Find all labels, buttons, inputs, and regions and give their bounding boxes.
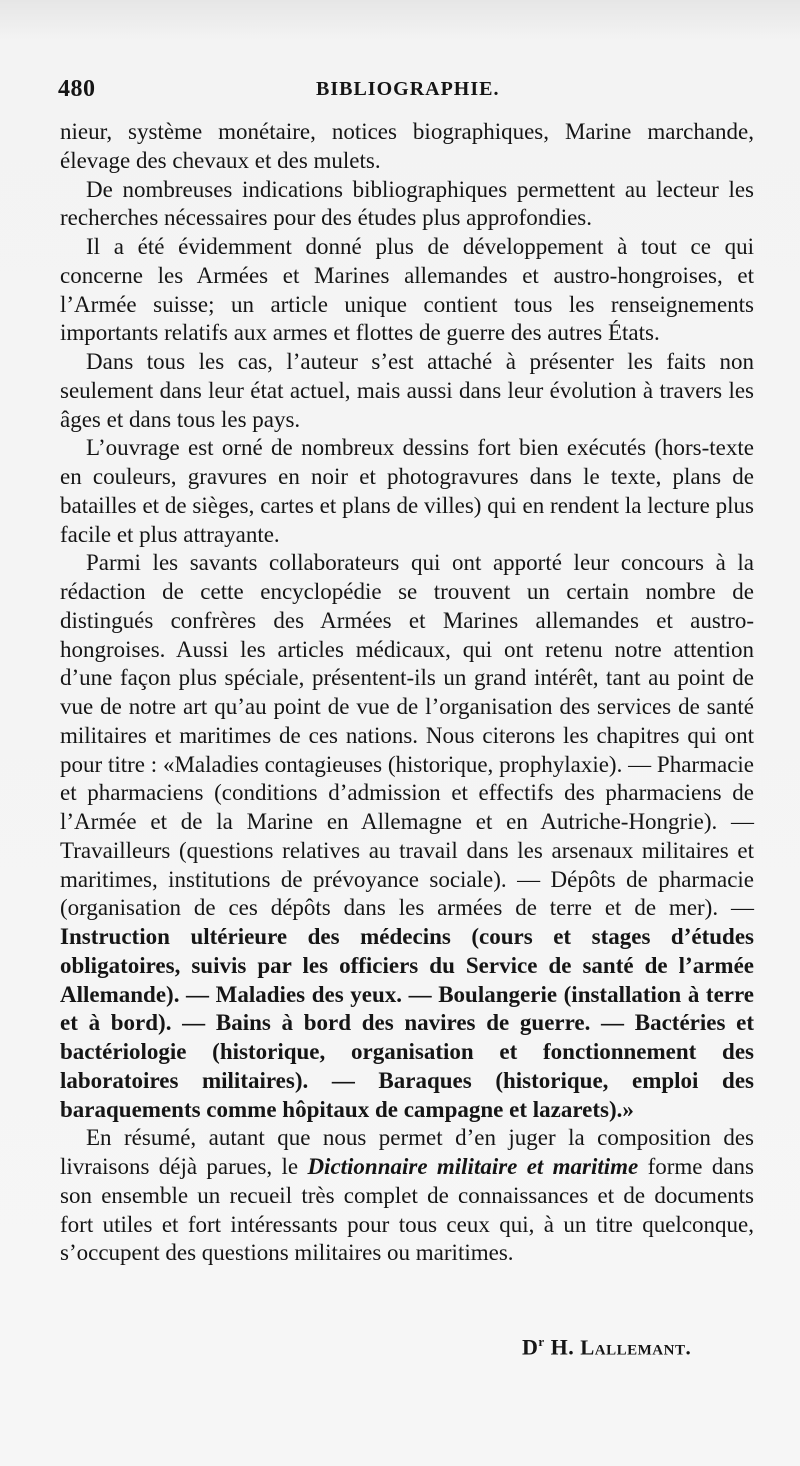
signature-initial: H. (550, 1334, 575, 1360)
review-body (60, 118, 754, 1268)
paragraph-text: forme dans son ensemble un recueil très complet de connaissances et de documents fort utiles et fort intéressants pour tous ceux qui, à un titre quelconque, s’occupent des questions militaires ou maritimes. (60, 1154, 754, 1266)
paragraph (60, 1124, 754, 1268)
paragraph (60, 434, 754, 549)
page-header (58, 76, 758, 106)
signature-surname: Lallemant. (580, 1335, 692, 1360)
paragraph-text: Parmi les savants collaborateurs qui ont apporté leur concours à la rédaction de cette encyclopédie se trouvent un certain nombre de distingués confrères des Armées et Marines allemandes et austro-hongroises. Aussi les articles médicaux, qui ont retenu notre attention d’une façon plus spéciale, présentent-ils un grand intérêt, tant au point de vue de notre art qu’au point de vue de l’organisation des services de santé militaires et maritimes de ces nations. Nous citerons les chapitres qui ont pour titre : «Maladies contagieuses (historique, prophylaxie). — Pharmacie et pharmaciens (conditions d’admission et effectifs des pharmaciens de l’Armée et de la Marine en Allemagne et en Autriche-Hongrie). — Travailleurs (questions relatives au travail dans les arsenaux militaires et maritimes, institutions de prévoyance sociale). — Dépôts de pharmacie (organisation de ces dépôts dans les armées de terre et de mer). — (60, 550, 754, 921)
paragraph-text: En résumé, autant que nous permet d’en juger la composition des livraisons déjà parues, le (60, 1125, 754, 1179)
paragraph (60, 118, 754, 176)
paragraph (60, 549, 754, 1124)
paragraph (60, 233, 754, 348)
paragraph-text: Dans tous les cas, l’auteur s’est attaché à présenter les faits non seulement dans leur état actuel, mais aussi dans leur évolution à travers les âges et dans tous les pays. (60, 349, 754, 432)
signature-prefix: D (522, 1334, 539, 1360)
paragraph-text: L’ouvrage est orné de nombreux dessins fort bien exécutés (hors-texte en couleurs, gravures en noir et photogravures dans le texte, plans de batailles et de sièges, cartes et plans de villes) qui en rendent la lecture plus facile et plus attrayante. (60, 435, 754, 547)
paragraph-text: Il a été évidemment donné plus de développement à tout ce qui concerne les Armées et Marines allemandes et austro-hongroises, et l’Armée suisse; un article unique contient tous les renseignements importants relatifs aux armes et flottes de guerre des autres États. (60, 234, 754, 346)
paragraph-text: De nombreuses indications bibliographiques permettent au lecteur les recherches nécessaires pour des études plus approfondies. (60, 176, 754, 231)
page-number: 480 (58, 76, 96, 102)
paragraph-text: nieur, système monétaire, notices biographiques, Marine marchande, élevage des chevaux et des mulets. (60, 119, 754, 173)
paragraph (60, 348, 754, 434)
author-signature (522, 1334, 691, 1360)
paragraph (60, 176, 754, 234)
book-title: Dictionnaire militaire et maritime (307, 1154, 639, 1179)
paragraph-text: Instruction ultérieure des médecins (cours et stages d’études obligatoires, suivis par les officiers du Service de santé de l’armée Allemande). — Maladies des yeux. — Boulangerie (installation à terre et à bord). — Bains à bord des navires de guerre. — Bactéries et bactériologie (historique, organisation et fonctionnement des laboratoires militaires). — Baraques (historique, emploi des baraquements comme hôpitaux de campagne et lazarets).» (60, 924, 754, 1122)
signature-prefix-sup: r (538, 1334, 545, 1349)
running-title: BIBLIOGRAPHIE. (316, 78, 500, 100)
